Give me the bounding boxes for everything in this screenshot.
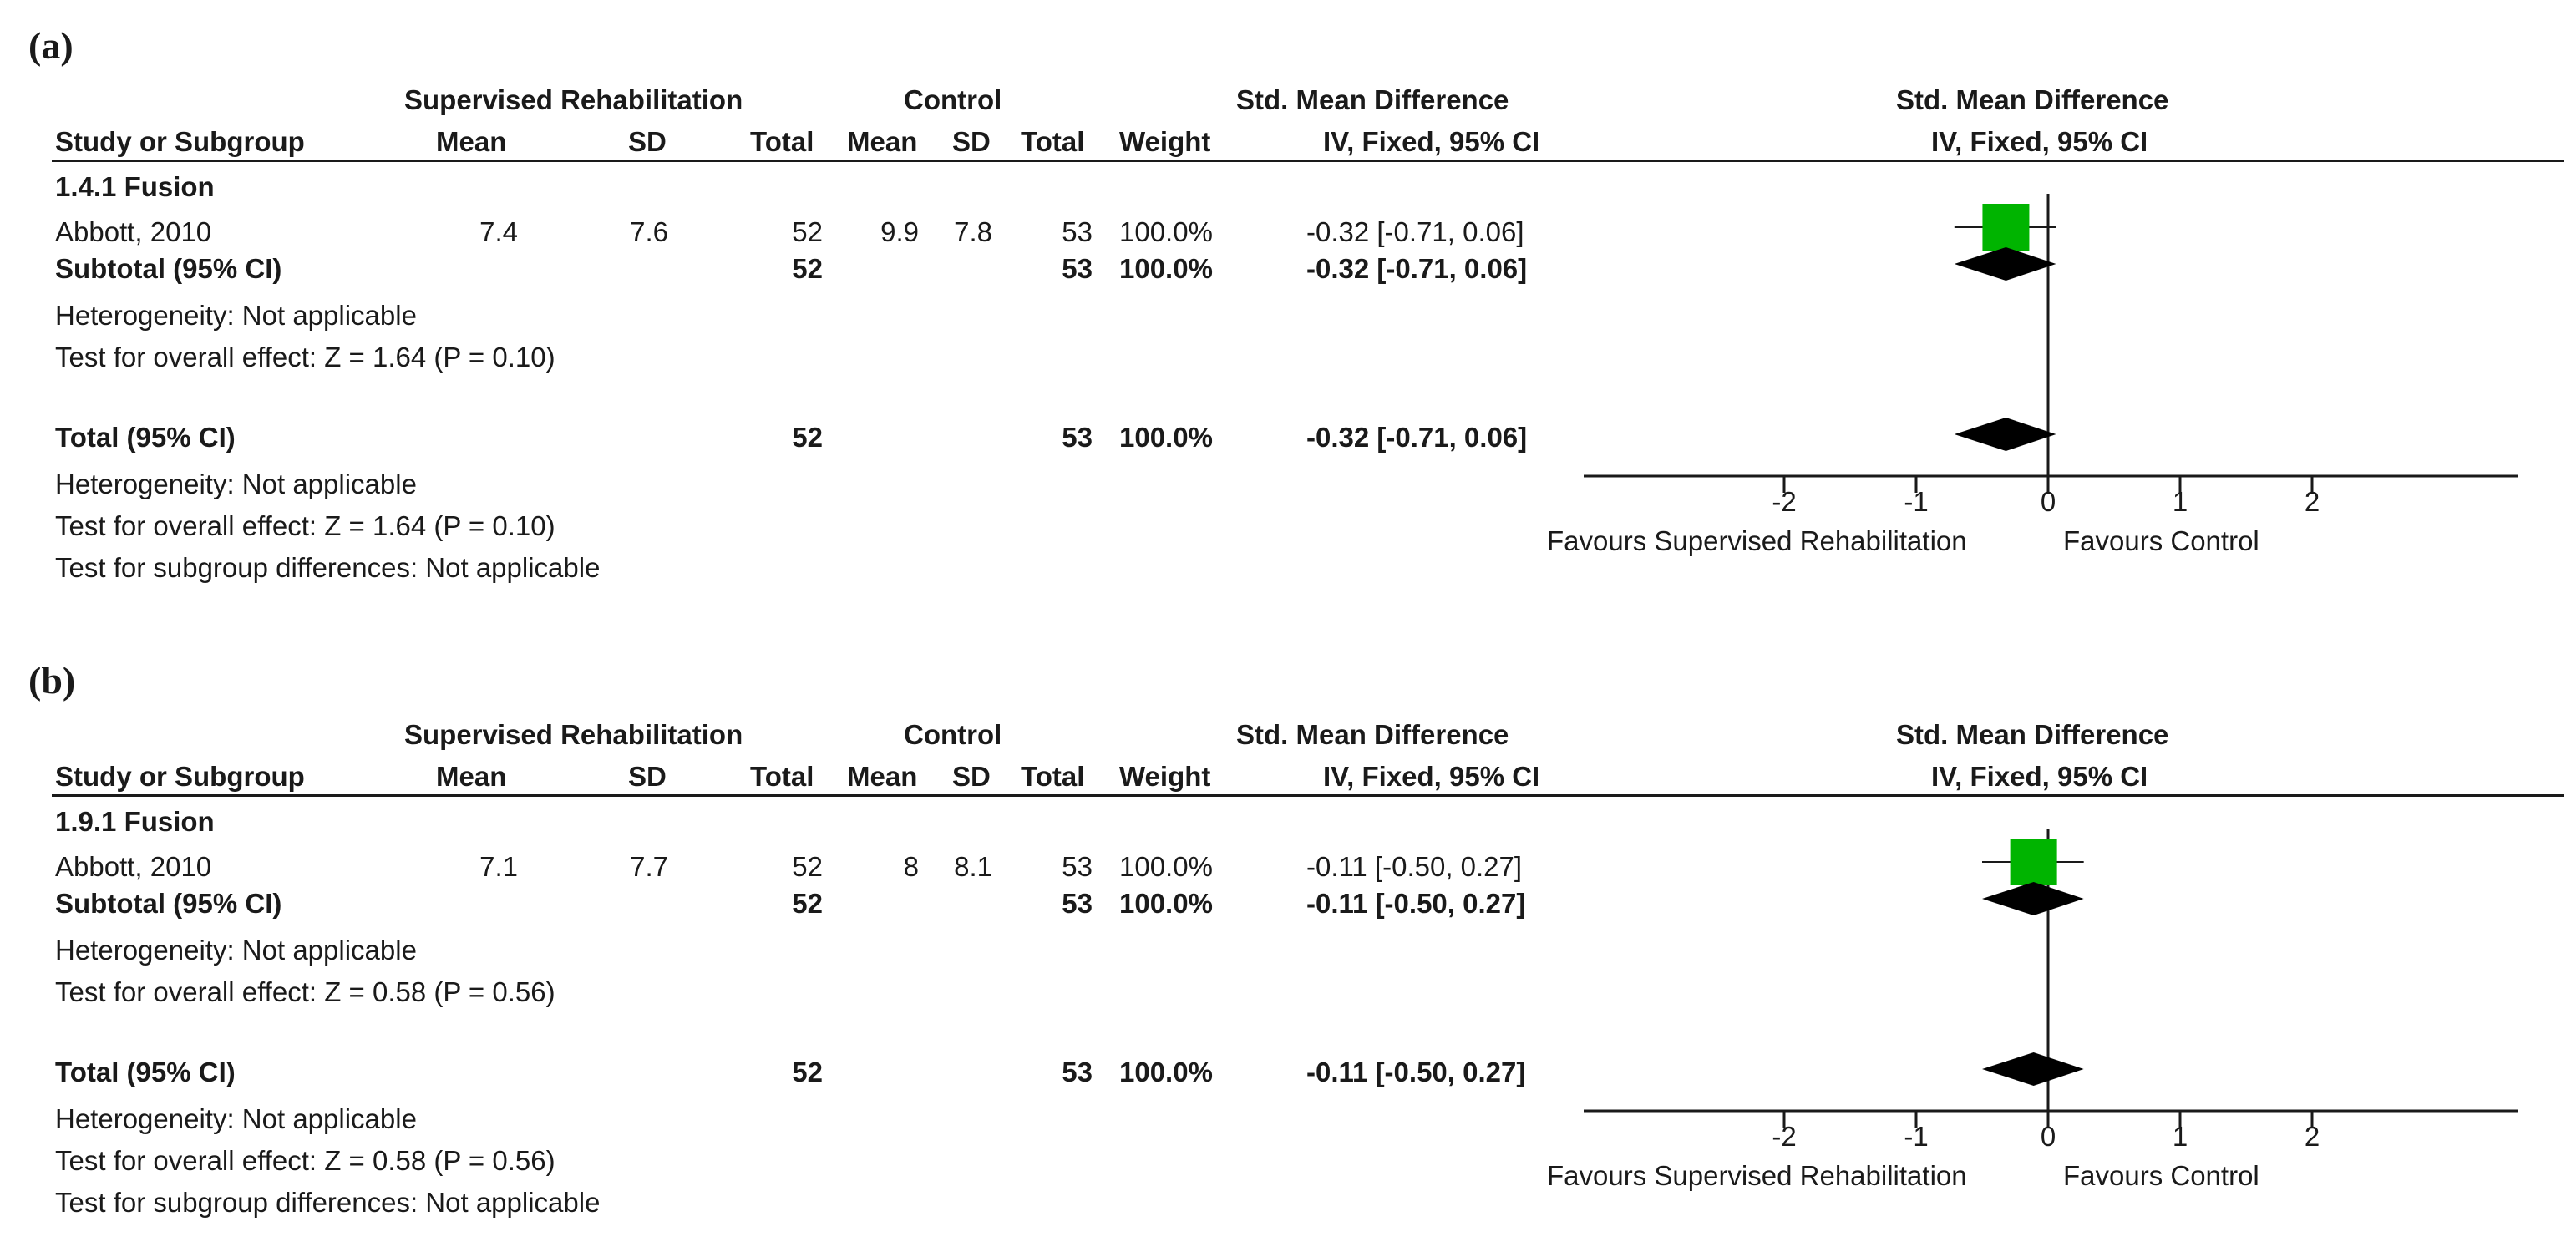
study-mean1: 7.4: [479, 216, 518, 247]
subtotal-overall-effect: Test for overall effect: Z = 0.58 (P = 0.56): [55, 976, 555, 1007]
study-sd1: 7.7: [630, 851, 668, 882]
mean2-header: Mean: [847, 761, 918, 792]
study-mean2: 9.9: [880, 216, 919, 247]
smd-header-sub: IV, Fixed, 95% CI: [1323, 126, 1540, 157]
total-ci: -0.32 [-0.71, 0.06]: [1306, 422, 1528, 453]
study-total1: 52: [792, 851, 823, 882]
x-tick-label: -2: [1772, 1121, 1797, 1152]
sd2-header: SD: [952, 761, 991, 792]
x-tick-label: -2: [1772, 486, 1797, 517]
total-total1: 52: [792, 1057, 823, 1087]
study-total2: 53: [1062, 851, 1093, 882]
x-tick-label: 0: [2040, 1121, 2056, 1152]
x-tick-label: -1: [1904, 486, 1929, 517]
forest-plot-panel-a: [0, 0, 2576, 622]
smd-header-sub: IV, Fixed, 95% CI: [1323, 761, 1540, 792]
subtotal-weight: 100.0%: [1119, 253, 1213, 284]
study-sd2: 7.8: [954, 216, 992, 247]
sd2-header: SD: [952, 126, 991, 157]
smd-header-top: Std. Mean Difference: [1236, 84, 1509, 115]
total-diamond: [1982, 1052, 2084, 1086]
total1-header: Total: [750, 126, 814, 157]
subtotal-diamond: [1955, 247, 2056, 281]
total-label: Total (95% CI): [55, 1057, 236, 1087]
plot-header-top: Std. Mean Difference: [1896, 84, 2169, 115]
subtotal-heterogeneity: Heterogeneity: Not applicable: [55, 300, 417, 331]
forest-plot-panel-b: [0, 635, 2576, 1257]
favours-right-label: Favours Control: [2063, 1160, 2259, 1191]
sd1-header: SD: [628, 761, 667, 792]
study-total1: 52: [792, 216, 823, 247]
study-mean2: 8: [903, 851, 919, 882]
subgroup-title: 1.4.1 Fusion: [55, 171, 215, 202]
study-weight: 100.0%: [1119, 851, 1213, 882]
favours-left-label: Favours Supervised Rehabilitation: [1547, 1160, 1967, 1191]
subtotal-diamond: [1982, 882, 2084, 915]
study-column-header: Study or Subgroup: [55, 761, 305, 792]
subtotal-label: Subtotal (95% CI): [55, 253, 282, 284]
mean1-header: Mean: [436, 126, 507, 157]
mean1-header: Mean: [436, 761, 507, 792]
subtotal-overall-effect: Test for overall effect: Z = 1.64 (P = 0.10): [55, 342, 555, 373]
sd1-header: SD: [628, 126, 667, 157]
study-weight: 100.0%: [1119, 216, 1213, 247]
total-weight: 100.0%: [1119, 1057, 1213, 1087]
total-ci: -0.11 [-0.50, 0.27]: [1306, 1057, 1526, 1087]
study-sd1: 7.6: [630, 216, 668, 247]
subtotal-weight: 100.0%: [1119, 888, 1213, 919]
total-weight: 100.0%: [1119, 422, 1213, 453]
group2-header: Control: [904, 84, 1002, 115]
x-tick-label: 0: [2040, 486, 2056, 517]
total1-header: Total: [750, 761, 814, 792]
subtotal-label: Subtotal (95% CI): [55, 888, 282, 919]
group1-header: Supervised Rehabilitation: [404, 719, 743, 750]
group1-header: Supervised Rehabilitation: [404, 84, 743, 115]
study-name: Abbott, 2010: [55, 851, 212, 882]
subtotal-ci: -0.11 [-0.50, 0.27]: [1306, 888, 1526, 919]
group2-header: Control: [904, 719, 1002, 750]
subtotal-total2: 53: [1062, 253, 1093, 284]
study-effect-marker: [1982, 204, 2029, 251]
study-name: Abbott, 2010: [55, 216, 212, 247]
weight-header: Weight: [1119, 126, 1211, 157]
x-tick-label: 1: [2172, 486, 2188, 517]
study-column-header: Study or Subgroup: [55, 126, 305, 157]
total-total1: 52: [792, 422, 823, 453]
x-tick-label: 2: [2304, 1121, 2320, 1152]
study-total2: 53: [1062, 216, 1093, 247]
total-label: Total (95% CI): [55, 422, 236, 453]
study-ci: -0.32 [-0.71, 0.06]: [1306, 216, 1524, 247]
subgroup-title: 1.9.1 Fusion: [55, 806, 215, 837]
total-overall-effect: Test for overall effect: Z = 0.58 (P = 0.56): [55, 1145, 555, 1176]
favours-left-label: Favours Supervised Rehabilitation: [1547, 525, 1967, 556]
panel-label: (a): [28, 24, 74, 67]
subgroup-differences: Test for subgroup differences: Not applicable: [55, 1187, 601, 1218]
subtotal-total2: 53: [1062, 888, 1093, 919]
x-tick-label: 1: [2172, 1121, 2188, 1152]
study-ci: -0.11 [-0.50, 0.27]: [1306, 851, 1523, 882]
total-total2: 53: [1062, 422, 1093, 453]
total-total2: 53: [1062, 1057, 1093, 1087]
plot-header-top: Std. Mean Difference: [1896, 719, 2169, 750]
subgroup-differences: Test for subgroup differences: Not applicable: [55, 552, 601, 583]
weight-header: Weight: [1119, 761, 1211, 792]
subtotal-total1: 52: [792, 253, 823, 284]
panel-label: (b): [28, 659, 76, 702]
plot-header-sub: IV, Fixed, 95% CI: [1931, 761, 2148, 792]
x-tick-label: -1: [1904, 1121, 1929, 1152]
study-sd2: 8.1: [954, 851, 992, 882]
study-mean1: 7.1: [479, 851, 518, 882]
smd-header-top: Std. Mean Difference: [1236, 719, 1509, 750]
total-overall-effect: Test for overall effect: Z = 1.64 (P = 0.10): [55, 510, 555, 541]
total-heterogeneity: Heterogeneity: Not applicable: [55, 1103, 417, 1134]
study-effect-marker: [2011, 839, 2057, 885]
total2-header: Total: [1021, 761, 1085, 792]
mean2-header: Mean: [847, 126, 918, 157]
total-diamond: [1955, 418, 2056, 451]
x-tick-label: 2: [2304, 486, 2320, 517]
favours-right-label: Favours Control: [2063, 525, 2259, 556]
plot-header-sub: IV, Fixed, 95% CI: [1931, 126, 2148, 157]
total2-header: Total: [1021, 126, 1085, 157]
subtotal-heterogeneity: Heterogeneity: Not applicable: [55, 935, 417, 966]
total-heterogeneity: Heterogeneity: Not applicable: [55, 469, 417, 499]
subtotal-total1: 52: [792, 888, 823, 919]
subtotal-ci: -0.32 [-0.71, 0.06]: [1306, 253, 1528, 284]
